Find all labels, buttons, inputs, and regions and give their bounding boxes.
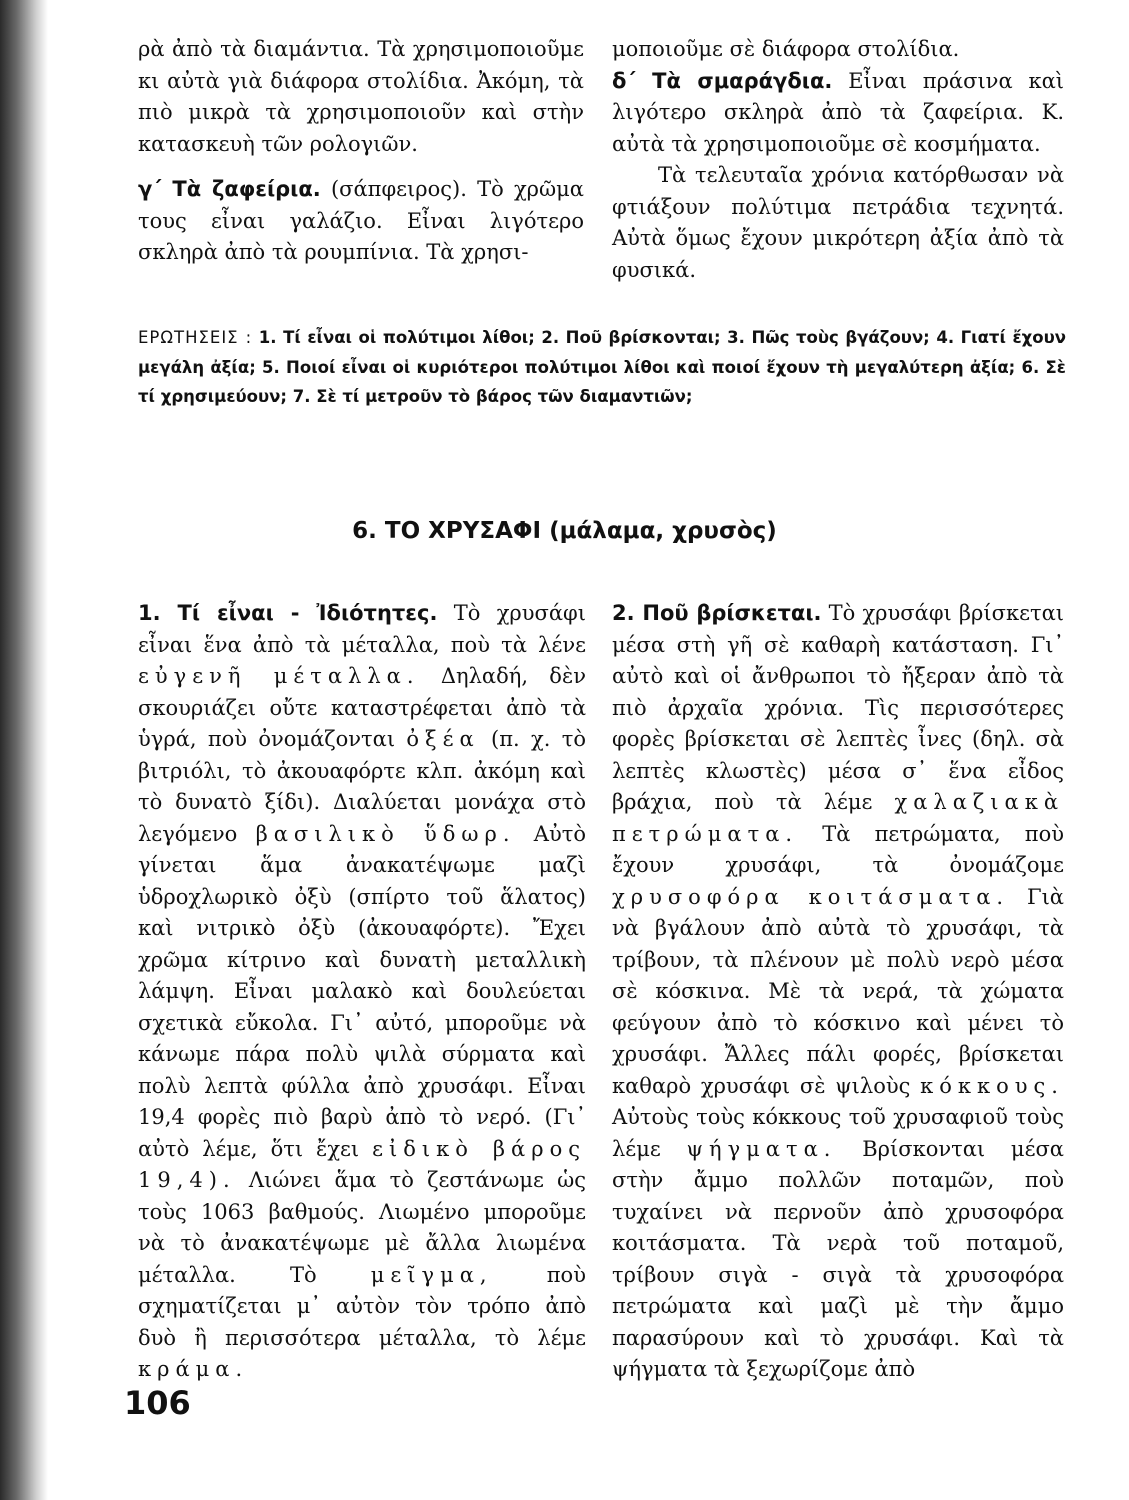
emerald-heading: δ΄ Τὰ σμαράγδια. [612,68,833,93]
sapphire-paragraph [138,174,584,269]
questions-label: ΕΡΩΤΗΣΕΙΣ : [138,328,253,347]
term-grains: κόκκους. [920,1073,1064,1098]
term-aqua-regia: βασιλικὸ ὕδωρ. [255,821,516,846]
emerald-paragraph [612,66,1064,161]
questions-block [138,323,1066,412]
chapter-title [0,518,1129,544]
section-2-text-a: Τὸ χρυσάφι βρίσκεται μέσα στὴ γῆ σὲ καθαρὴ κατάσταση. Γι᾽ αὐτὸ καὶ οἱ ἄνθρωποι τὸ ἤξεραν ἀπὸ τὰ πιὸ ἀρχαῖα χρόνια. Τὶς περισσότερες φορὲς βρίσκεται σὲ λεπτὲς ἶνες (δηλ. σὰ λεπτὲς κλωστὲς) μέσα σ᾽ ἕνα εἶδος βράχια, ποὺ τὰ λέμε [612,601,1064,814]
term-nuggets: ψήγματα. [686,1136,837,1161]
section-1-text-d: Αὐτὸ γίνεται ἅμα ἀνακατέψωμε μαζὶ ὑδροχλωρικὸ ὀξὺ (σπίρτο τοῦ ἅλατος) καὶ νιτρικὸ ὀξὺ (ἀκουαφόρτε). Ἔχει χρῶμα κίτρινο καὶ δυνατὴ μεταλλικὴ λάμψη. Εἶναι μαλακὸ καὶ δουλεύεται σχετικὰ εὔκολα. Γι᾽ αὐτό, μποροῦμε νὰ κάνωμε πάρα πολὺ ψιλὰ σύρματα καὶ πολὺ λεπτὰ φύλλα ἀπὸ χρυσάφι. Εἶναι 19,4 φορὲς πιὸ βαρὺ ἀπὸ τὸ νερό. (Γι᾽ αὐτὸ λέμε, ὅτι ἔχει [138,821,586,1161]
page-number: 106 [124,1384,191,1422]
sapphire-text: Τὸ χρῶμα τους εἶναι γαλάζιο. Εἶναι λιγότερο σκληρὰ ἀπὸ τὰ ρουμπίνια. Τὰ χρησι- [138,177,584,264]
chapter-subtitle: (μάλαμα, χρυσὸς) [549,518,777,544]
section-2-text-c: Γιὰ νὰ βγάλουν ἀπὸ αὐτὰ τὸ χρυσάφι, τὰ τρίβουν, τὰ πλένουν μὲ πολὺ νερὸ μέσα σὲ κόσκινα. Μὲ τὰ νερά, τὰ χώματα φεύγουν ἀπὸ τὸ κόσκινο καὶ μένει τὸ χρυσάφι. Ἄλλες πάλι φορές, βρίσκεται καθαρὸ χρυσάφι σὲ ψιλοὺς [612,884,1064,1098]
section-2-text-b: Τὰ πετρώματα, ποὺ ἔχουν χρυσάφι, τὰ ὀνομάζομε [612,821,1064,877]
sapphire-continuation: μοποιοῦμε σὲ διάφορα στολίδια. [612,37,960,61]
section-1-text-e: Λιώνει ἅμα τὸ ζεστάνωμε ὡς τοὺς 1063 βαθμούς. Λιωμένο μποροῦμε νὰ τὸ ἀνακατέψωμε μὲ ἄλλα λιωμένα μέταλλα. Τὸ [138,1168,586,1287]
section-2-heading: 2. Ποῦ βρίσκεται. [612,601,822,625]
section-1-text-a: Τὸ χρυσάφι εἶναι ἕνα ἀπὸ τὰ μέταλλα, ποὺ τὰ λένε [138,601,586,657]
synthetic-gems-paragraph: Τὰ τελευταῖα χρόνια κατόρθωσαν νὰ φτιάξουν πολύτιμα πετράδια τεχνητά. Αὐτὰ ὅμως ἔχουν μικρότερη ἀξία ἀπὸ τὰ φυσικά. [612,163,1064,282]
term-acids: ὀξέα [406,727,480,751]
section-1-text-b: Δηλαδή, δὲν σκουριάζει οὔτε καταστρέφεται ἀπὸ τὰ ὑγρά, ποὺ ὀνομάζονται [138,664,586,751]
section-2-text-d: Αὐτοὺς τοὺς κόκκους τοῦ χρυσαφιοῦ τοὺς λέμε [612,1105,1064,1161]
section-2-paragraph [612,598,1064,1386]
gems-intro-paragraph: ρὰ ἀπὸ τὰ διαμάντια. Τὰ χρησιμοποιοῦμε κι αὐτὰ γιὰ διάφορα στολίδια. Ἀκόμη, τὰ πιὸ μικρὰ τὰ χρησιμοποιοῦν καὶ στὴν κατασκευὴ τῶν ρολογιῶν. [138,37,584,156]
section-2-column [612,598,1064,1386]
term-mixture: μεῖγμα, [370,1262,493,1287]
top-right-column [612,34,1064,286]
section-1-paragraph [138,598,586,1386]
section-1-text-f: ποὺ σχηματίζεται μ᾽ αὐτὸν τὸν τρόπο ἀπὸ δυὸ ἢ περισσότερα μέταλλα, τὸ λέμε [138,1262,586,1350]
section-1-column [138,598,586,1386]
sapphire-heading: γ΄ Τὰ ζαφείρια. [138,177,321,201]
term-alloy: κράμα. [138,1357,249,1381]
top-left-column [138,34,584,269]
term-gold-deposits: χρυσοφόρα κοιτάσματα. [612,884,1010,909]
questions-text: 1. Τί εἶναι οἱ πολύτιμοι λίθοι; 2. Ποῦ βρίσκονται; 3. Πῶς τοὺς βγάζουν; 4. Γιατί ἔχουν μεγάλη ἀξία; 5. Ποιοί εἶναι οἱ κυριότεροι πολύτιμοι λίθοι καὶ ποιοί ἔχουν τὴ μεγαλύτερη ἀξία; 6. Σὲ τί χρησιμεύουν; 7. Σὲ τί μετροῦν τὸ βάρος τῶν διαμαντιῶν; [138,328,1066,406]
chapter-title-main: 6. ΤΟ ΧΡΥΣΑΦΙ [352,518,542,544]
term-quartz-rocks: χαλαζιακὰ πετρώματα. [612,790,1064,846]
emerald-text: Εἶναι πράσινα καὶ λιγότερο σκληρὰ ἀπὸ τὰ ζαφείρια. Κ. αὐτὰ τὰ χρησιμοποιοῦμε σὲ κοσμήματα. [612,68,1064,156]
section-1-heading: 1. Τί εἶναι - Ἰδιότητες. [138,601,438,625]
section-1-text-c: (π. χ. τὸ βιτριόλι, τὸ ἀκουαφόρτε κλπ. ἀκόμη καὶ τὸ δυνατὸ ξίδι). Διαλύεται μονάχα στὸ λεγόμενο [138,727,586,846]
term-noble-metals: εὐγενῆ μέταλλα. [138,664,420,688]
binding-shadow [0,0,48,1500]
section-2-text-e: Βρίσκονται μέσα στὴν ἄμμο πολλῶν ποταμῶν, ποὺ τυχαίνει νὰ περνοῦν ἀπὸ χρυσοφόρα κοιτάσματα. Τὰ νερὰ τοῦ ποταμοῦ, τρίβουν σιγὰ - σιγὰ τὰ χρυσοφόρα πετρώματα καὶ μαζὶ μὲ τὴν ἄμμο παρασύρουν καὶ τὸ χρυσάφι. Καὶ τὰ ψήγματα τὰ ξεχωρίζομε ἀπὸ [612,1136,1064,1381]
sapphire-note: (σάπφειρος). [330,177,467,201]
term-specific-gravity: εἰδικὸ βάρος 19,4). [138,1136,586,1192]
